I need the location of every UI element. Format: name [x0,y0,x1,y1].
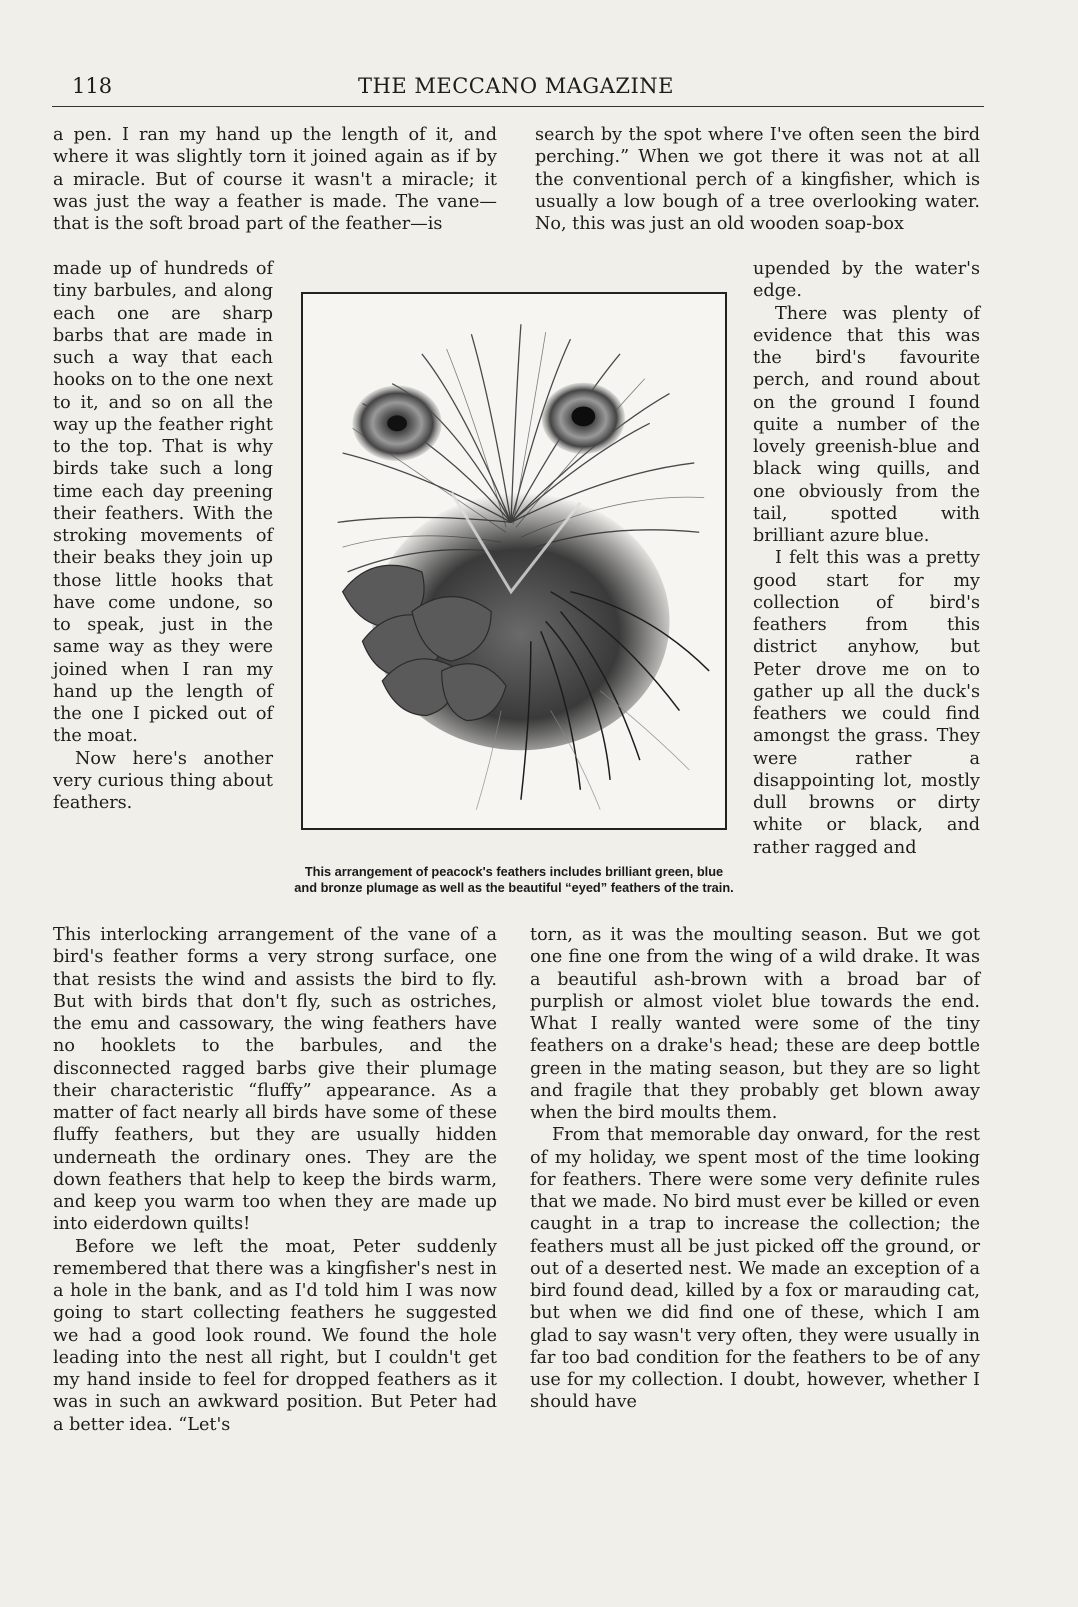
paragraph: upended by the water's edge. [753,259,980,302]
page-number: 118 [72,74,113,98]
header-rule [52,106,984,107]
right-column-bottom [530,924,980,1414]
paragraph: I felt this was a pretty good start for my collection of bird's feathers from this district anyhow, but Peter drove me on to gather up all the duck's feathers we could find amongst the grass. They were rather a disappointing lot, mostly dull browns or dirty white or black, and rather ragged and [753,548,980,858]
right-column-wrap [753,258,980,859]
left-column-bottom [53,924,497,1436]
paragraph: Now here's another very curious thing about feathers. [53,748,273,813]
paragraph: search by the spot where I've often seen the bird perching.” When we got there it was not at all the conventional perch of a kingfisher, which is usually a low bough of a tree overlooking water. No, this was just an old wooden soap-box [535,125,980,234]
paragraph: Before we left the moat, Peter suddenly remembered that there was a kingfisher's nest in a hole in the bank, and as I'd told him I was now going to start collecting feathers he suggested we had a good look round. We found the hole leading into the nest all right, but I couldn't get my hand inside to feel for dropped feathers as it was in such an awkward position. But Peter had a better idea. “Let's [53,1236,497,1435]
figure-caption: This arrangement of peacock's feathers includes brilliant green, blue and bronze plumage as well as the beautiful “eyed” feathers of the train. [294,864,734,895]
left-column-wrap [53,258,273,814]
paragraph: a pen. I ran my hand up the length of it, and where it was slightly torn it joined again as if by a miracle. But of course it wasn't a miracle; it was just the way a feather is made. The vane—that is the soft broad part of the feather—is [53,125,497,234]
paragraph: torn, as it was the moulting season. But we got one fine one from the wing of a wild drake. It was a beautiful ash-brown with a broad bar of purplish or almost violet blue towards the end. What I really wanted were some of the tiny feathers on a drake's head; these are deep bottle green in the mating season, but they are so light and fragile that they probably get blown away when the bird moults them. [530,925,980,1123]
running-title: THE MECCANO MAGAZINE [358,74,674,98]
peacock-feathers-photo [301,292,727,830]
peacock-feathers-illustration [303,294,725,828]
page-header [46,70,986,108]
right-column-top [535,124,980,235]
paragraph: There was plenty of evidence that this was the bird's favourite perch, and round about on the ground I found quite a number of the lovely greenish-blue and black wing quills, and one obviously from the tail, spotted with brilliant azure blue. [753,303,980,546]
paragraph: made up of hundreds of tiny barbules, and along each one are sharp barbs that are made in such a way that each hooks on to the one next to it, and so on all the way up the feather right to the top. That is why birds take such a long time each day preening their feathers. With the stroking movements of their beaks they join up those little hooks that have come undone, so to speak, just in the same way as they were joined when I ran my hand up the length of the one I picked out of the moat. [53,259,273,747]
paragraph: From that memorable day onward, for the rest of my holiday, we spent most of the time looking for feathers. There were some very definite rules that we made. No bird must ever be killed or even caught in a trap to increase the collection; the feathers must all be just picked off the ground, or out of a deserted nest. We made an exception of a bird found dead, killed by a fox or marauding cat, but when we did find one of these, which I am glad to say wasn't very often, they were usually in far too bad condition for the feathers to be of any use for my collection. I doubt, however, whether I should have [530,1125,980,1413]
left-column-top [53,124,497,235]
paragraph: This interlocking arrangement of the vane of a bird's feather forms a very strong surface, one that resists the wind and assists the bird to fly. But with birds that don't fly, such as ostriches, the emu and cassowary, the wing feathers have no hooklets to the barbules, and the disconnected ragged barbs give their plumage their characteristic “fluffy” appearance. As a matter of fact nearly all birds have some of these fluffy feathers, but they are usually hidden underneath the ordinary ones. They are the down feathers that help to keep the birds warm, and keep you warm too when they are made up into eiderdown quilts! [53,925,497,1235]
